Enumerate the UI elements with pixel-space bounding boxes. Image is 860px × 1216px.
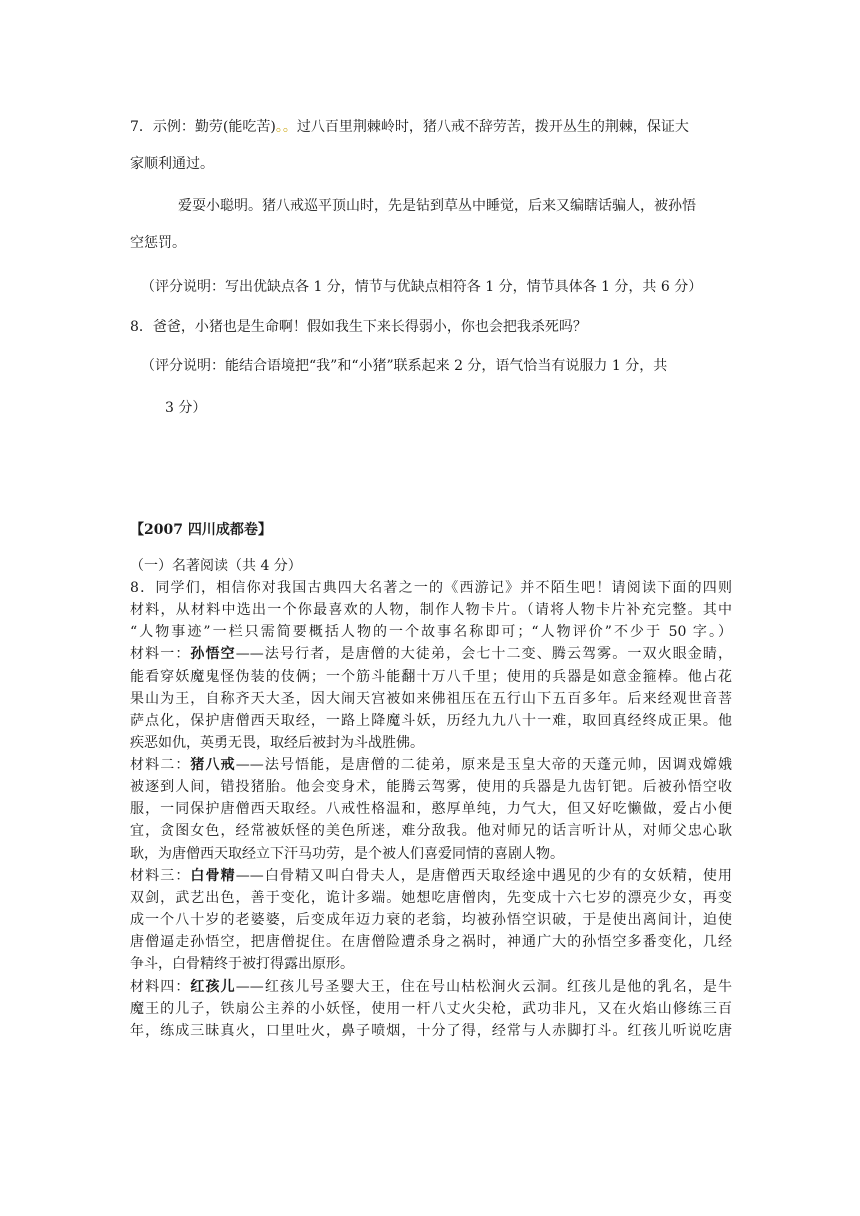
material-label: 材料一：	[130, 646, 191, 662]
material-line: 服，一同保护唐僧西天取经。八戒性格温和，憨厚单纯，力气大，但又好吃懒做，爱占小便	[130, 801, 732, 817]
question-line: 8．同学们，相信你对我国古典四大名著之一的《西游记》并不陌生吧！请阅读下面的四则	[130, 580, 732, 596]
material-1-head	[130, 643, 732, 665]
material-line: 能看穿妖魔鬼怪伪装的伎俩；一个筋斗能翻十万八千里；使用的兵器是如意金箍棒。他占花	[130, 669, 732, 685]
material-text: ——白骨精又叫白骨夫人，是唐僧西天取经途中遇见的少有的女妖精，使用	[235, 868, 733, 884]
material-3-head	[130, 865, 732, 887]
character-name: 红孩儿	[190, 979, 236, 995]
material-line: 双剑，武艺出色，善于变化，诡计多端。她想吃唐僧肉，先变成十六七岁的漂亮少女，再变	[130, 890, 732, 906]
q7-dots: 。。	[275, 119, 297, 135]
material-line: 成一个八十岁的老婆婆，后变成年迈力衰的老翁，均被孙悟空识破，于是使出离间计，迫使	[130, 912, 732, 928]
material-line: 争斗，白骨精终于被打得露出原形。	[130, 956, 354, 972]
q8-answer: 8．爸爸，小猪也是生命啊！假如我生下来长得弱小，你也会把我杀死吗？	[130, 319, 587, 335]
material-4-head	[130, 976, 732, 998]
material-label: 材料二：	[130, 757, 191, 773]
q7-line-1	[130, 117, 689, 137]
material-line: 唐僧逼走孙悟空，把唐僧捉住。在唐僧险遭杀身之祸时，神通广大的孙悟空多番变化，几经	[130, 934, 732, 950]
character-name: 白骨精	[190, 868, 236, 884]
material-line: 果山为王，自称齐天大圣，因大闹天宫被如来佛祖压在五行山下五百多年。后来经观世音菩	[130, 691, 732, 707]
q7-line-4: 空惩罚。	[130, 235, 186, 251]
material-label: 材料三：	[130, 868, 191, 884]
material-line: 萨点化，保护唐僧西天取经，一路上降魔斗妖，历经九九八十一难，取回真经终成正果。他	[130, 713, 732, 729]
material-2-head	[130, 754, 732, 776]
section-subheader: （一）名著阅读（共 4 分）	[130, 558, 302, 574]
material-text: ——法号行者，是唐僧的大徒弟，会七十二变、腾云驾雾。一双火眼金睛，	[235, 646, 733, 662]
material-line: 被逐到人间，错投猪胎。他会变身术，能腾云驾雾，使用的兵器是九齿钉钯。后被孙悟空收	[130, 779, 732, 795]
material-line: 年，练成三昧真火，口里吐火，鼻子喷烟，十分了得，经常与人赤脚打斗。红孩儿听说吃唐	[130, 1023, 732, 1039]
q7-line-2: 家顺利通过。	[130, 156, 214, 172]
material-line: 魔王的儿子，铁扇公主养的小妖怪，使用一杆八丈火尖枪，武功非凡，又在火焰山修练三百	[130, 1001, 732, 1017]
q7-answer-text: 过八百里荆棘岭时，猪八戒不辞劳苦，拨开丛生的荆棘，保证大	[296, 119, 689, 135]
q7-scoring-note: （评分说明：写出优缺点各 1 分，情节与优缺点相符各 1 分，情节具体各 1 分，共 6 分）	[141, 279, 703, 295]
material-text: ——法号悟能，是唐僧的二徒弟，原来是玉皇大帝的天蓬元帅，因调戏嫦娥	[235, 757, 733, 773]
section-header: 【2007 四川成都卷】	[130, 522, 272, 538]
question-line: 材料，从材料中选出一个你最喜欢的人物，制作人物卡片。（请将人物卡片补充完整。其中	[130, 602, 732, 618]
character-name: 猪八戒	[190, 757, 236, 773]
q8-scoring-note-2: 3 分）	[165, 400, 207, 416]
material-line: 耿，为唐僧西天取经立下汗马功劳，是个被人们喜爱同情的喜剧人物。	[130, 846, 564, 862]
q7-answer-prefix: 7．示例：勤劳(能吃苦)	[130, 119, 276, 135]
q7-line-3: 爱耍小聪明。猪八戒巡平顶山时，先是钻到草丛中睡觉，后来又编瞎话骗人，被孙悟	[178, 198, 696, 214]
question-line: “人物事迹”一栏只需简要概括人物的一个故事名称即可；“人物评价”不少于 50 字。）	[130, 624, 732, 640]
character-name: 孙悟空	[190, 646, 236, 662]
q8-scoring-note-1: （评分说明：能结合语境把“我”和“小猪”联系起来 2 分，语气恰当有说服力 1 分，共	[141, 358, 668, 374]
material-text: ——红孩儿号圣婴大王，住在号山枯松涧火云洞。红孩儿是他的乳名，是牛	[235, 979, 733, 995]
material-label: 材料四：	[130, 979, 191, 995]
material-line: 疾恶如仇，英勇无畏，取经后被封为斗战胜佛。	[130, 735, 424, 751]
material-line: 宜，贪图女色，经常被妖怪的美色所迷，难分敌我。他对师兄的话言听计从，对师父忠心耿	[130, 823, 732, 839]
